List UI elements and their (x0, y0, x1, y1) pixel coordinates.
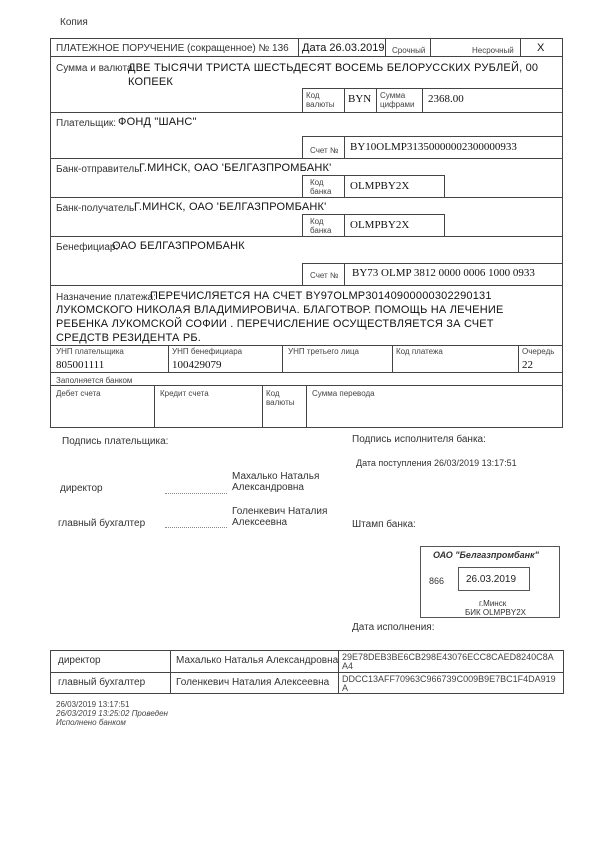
queue-value: 22 (522, 359, 533, 371)
nonurgent-label: Несрочный (472, 46, 514, 55)
bank-fill-title: Заполняется банком (56, 376, 133, 385)
esign-hash-1b: A4 (342, 661, 354, 671)
currency-value: BYN (348, 93, 372, 105)
footer-line2: 26/03/2019 13:25:02 Проведен (56, 709, 168, 718)
receiver-bank-name: Г.МИНСК, ОАО 'БЕЛГАЗПРОМБАНК' (134, 201, 327, 213)
transfer-label: Сумма перевода (312, 389, 375, 398)
received-date: Дата поступления 26/03/2019 13:17:51 (356, 458, 517, 468)
bank-stamp (420, 546, 560, 618)
payer-account-label: Счет № (310, 146, 339, 155)
unp-beneficiary-label: УНП бенефициара (172, 347, 243, 356)
unp-beneficiary: 100429079 (172, 359, 222, 371)
footer-line3: Исполнено банком (56, 718, 126, 727)
credit-label: Кредит счета (160, 389, 209, 398)
director-name-1: Махалько Наталья (232, 471, 320, 482)
esign-name-1: Махалько Наталья Александровна (176, 655, 339, 666)
payment-code-label: Код платежа (396, 347, 443, 356)
copy-label: Копия (60, 17, 88, 28)
payer-sign-label: Подпись плательщика: (62, 436, 169, 447)
stamp-city: г.Минск (479, 599, 507, 608)
stamp-label: Штамп банка: (352, 519, 416, 530)
beneficiary-account-label: Счет № (310, 271, 339, 280)
unp-payer: 805001111 (56, 359, 105, 371)
sum-label: Сумма цифрами (380, 91, 415, 109)
beneficiary-label: Бенефициар: (56, 242, 119, 253)
receiver-bank-code: OLMPBY2X (350, 219, 410, 231)
purpose-label: Назначение платежа: (56, 292, 156, 303)
sender-bank-label: Банк-отправитель: (56, 164, 143, 175)
payer-account: BY10OLMP31350000002300000933 (350, 141, 517, 153)
accountant-name-1: Голенкевич Наталия (232, 506, 328, 517)
stamp-bik: БИК OLMPBY2X (465, 608, 527, 617)
form-title: ПЛАТЕЖНОЕ ПОРУЧЕНИЕ (сокращенное) № 136 (56, 43, 289, 54)
urgent-label: Срочный (392, 46, 426, 55)
esign-role-1: директор (58, 655, 101, 666)
currency-code-label: Код валюты (306, 91, 335, 109)
receiver-bank-code-label: Код банка (310, 217, 332, 235)
payer-label: Плательщик: (56, 118, 117, 129)
unp-third-label: УНП третьего лица (288, 347, 359, 356)
esign-hash-1a: 29E78DEB3BE6CB298E43076ECC8CAED8240C8A (342, 652, 554, 662)
esign-name-2: Голенкевич Наталия Алексеевна (176, 677, 330, 688)
sender-bank-code: OLMPBY2X (350, 180, 410, 192)
exec-date-label: Дата исполнения: (352, 622, 435, 633)
queue-label: Очередь (522, 347, 555, 356)
form-date: Дата 26.03.2019 (302, 42, 385, 54)
purpose-line1: ПЕРЕЧИСЛЯЕТСЯ НА СЧЕТ BY97OLMP30140900000302290131 (150, 290, 492, 302)
nonurgent-mark: X (537, 42, 545, 54)
beneficiary-account: BY73 OLMP 3812 0000 0006 1000 0933 (352, 267, 535, 279)
sum-value: 2368.00 (428, 93, 464, 105)
purpose-line2: ЛУКОМСКОГО НИКОЛАЯ ВЛАДИМИРОВИЧА. БЛАГОТВОР. ПОМОЩЬ НА ЛЕЧЕНИЕ (56, 304, 504, 316)
debit-label: Дебет счета (56, 389, 101, 398)
bank-sign-label: Подпись исполнителя банка: (352, 434, 486, 445)
accountant-label: главный бухгалтер (58, 518, 146, 529)
esign-role-2: главный бухгалтер (58, 677, 146, 688)
footer-line1: 26/03/2019 13:17:51 (56, 700, 130, 709)
amount-words: ДВЕ ТЫСЯЧИ ТРИСТА ШЕСТЬДЕСЯТ ВОСЕМЬ БЕЛОРУССКИХ РУБЛЕЙ, 00 КОПЕЕК (128, 62, 539, 88)
amount-label: Сумма и валюта: (56, 63, 136, 74)
purpose-line3: РЕБЕНКА ЛУКОМСКОЙ СОФИИ . ПЕРЕЧИСЛЕНИЕ ОСУЩЕСТВЛЯЕТСЯ ЗА СЧЕТ (56, 318, 494, 330)
beneficiary-name: ОАО БЕЛГАЗПРОМБАНК (112, 240, 245, 252)
receiver-bank-label: Банк-получатель: (56, 203, 138, 214)
sender-bank-code-label: Код банка (310, 178, 332, 196)
stamp-date: 26.03.2019 (466, 574, 517, 585)
director-label: директор (60, 483, 103, 494)
director-name-2: Александровна (232, 482, 304, 493)
bank-currency-label: Код валюты (266, 389, 295, 407)
purpose-line4: СРЕДСТВ РЕЗИДЕНТА РБ. (56, 332, 202, 344)
payer-name: ФОНД "ШАНС" (118, 116, 197, 128)
stamp-num: 866 (429, 576, 445, 586)
stamp-title: ОАО "Белгазпромбанк" (433, 550, 539, 560)
esign-hash-2a: DDCC13AFF70963C966739C009B9E7BC1F4DA919 (342, 674, 556, 684)
unp-payer-label: УНП плательщика (56, 347, 124, 356)
accountant-name-2: Алексеевна (232, 517, 288, 528)
esign-hash-2b: A (342, 683, 349, 693)
sender-bank-name: Г.МИНСК, ОАО 'БЕЛГАЗПРОМБАНК' (139, 162, 332, 174)
